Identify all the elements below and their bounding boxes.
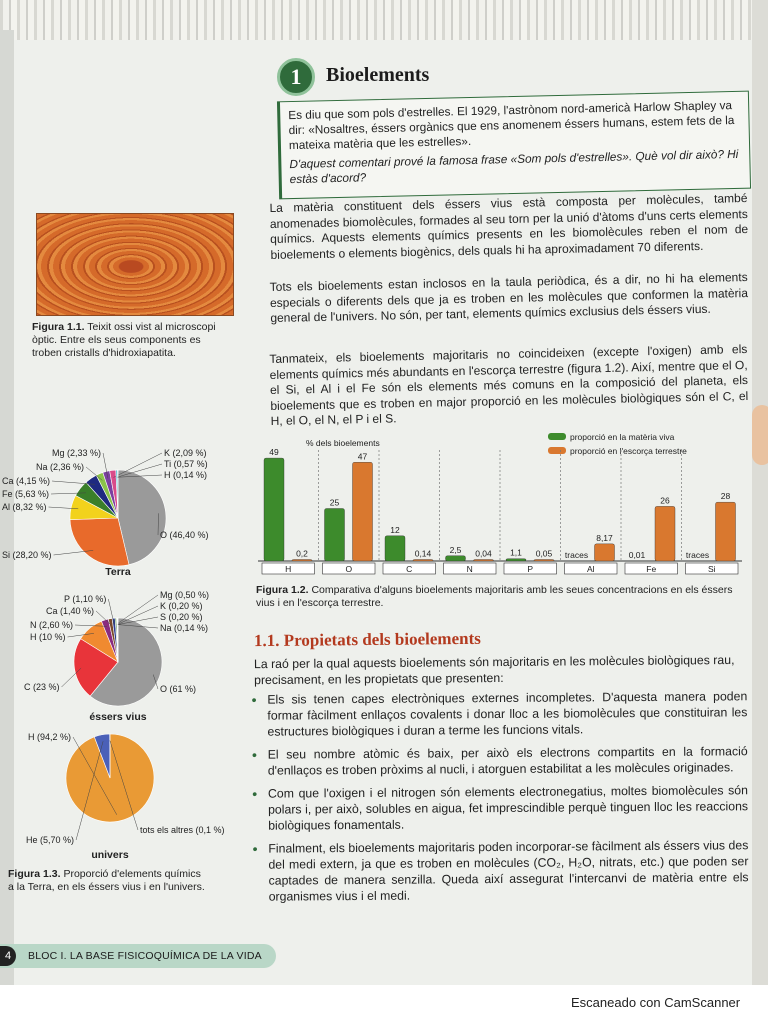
bar bbox=[413, 560, 433, 562]
pie-title: éssers vius bbox=[89, 711, 147, 723]
slice-label: H (0,14 %) bbox=[164, 470, 208, 480]
bone-tissue-photo bbox=[36, 213, 234, 316]
data-label: 8,17 bbox=[596, 532, 613, 543]
data-label: 26 bbox=[660, 495, 670, 506]
pie-2 bbox=[24, 590, 209, 723]
y-axis-label: % dels bioelements bbox=[306, 438, 380, 448]
data-label: 49 bbox=[269, 447, 279, 458]
body-text-2: Tots els bioelements estan inclosos en la taula periòdica, és a dir, no hi ha elements especials o diferents dels que ja es troben en les molècules que conformen la matèria general de l'univers. No són, per tant, elements químics exclusius dels éssers vius. bbox=[269, 269, 749, 326]
slice-label: H (10 %) bbox=[30, 632, 66, 642]
bar bbox=[264, 458, 284, 561]
properties-intro: La raó per la qual aquests bioelements són majoritaris en les molècules biològiques rau, precisament, en les propietats que presenten: bbox=[253, 652, 735, 688]
data-label: 0,01 bbox=[628, 550, 646, 560]
slice-label: Ti (0,57 %) bbox=[164, 459, 208, 469]
bar bbox=[716, 502, 736, 561]
slice-label: O (61 %) bbox=[160, 684, 197, 694]
bioelements-bar-chart bbox=[252, 428, 750, 586]
data-label: 0,04 bbox=[475, 548, 492, 559]
category-label: Si bbox=[707, 564, 716, 574]
scan-top-edge bbox=[0, 0, 768, 40]
legend-label: proporció en l'escorça terrestre bbox=[570, 446, 687, 456]
page-number: 4 bbox=[0, 946, 16, 966]
data-label: 2,5 bbox=[449, 544, 462, 555]
leader-line bbox=[116, 595, 158, 625]
intro-question: D'aquest comentari prové la famosa frase «Som pols d'estrelles». Què vol dir això? Hi estàs d'acord? bbox=[289, 146, 739, 187]
caption-label: Figura 1.1. bbox=[32, 321, 85, 333]
category-label: Al bbox=[586, 564, 595, 574]
pie-title: Terra bbox=[105, 566, 131, 578]
slice-label: K (2,09 %) bbox=[164, 448, 207, 458]
slice-label: Mg (0,50 %) bbox=[160, 590, 210, 600]
slice-label: Na (0,14 %) bbox=[160, 623, 209, 633]
legend-swatch bbox=[548, 447, 566, 454]
slice-label: He (5,70 %) bbox=[26, 835, 75, 845]
pie-charts bbox=[0, 440, 245, 870]
slice-label: Al (8,32 %) bbox=[2, 502, 47, 512]
slice-label: Fe (5,63 %) bbox=[2, 489, 50, 499]
footer-text: BLOC I. LA BASE FISICOQUÍMICA DE LA VIDA bbox=[28, 950, 262, 962]
data-label: 0,2 bbox=[296, 548, 308, 559]
list-item: ● Finalment, els bioelements majoritaris poden incorporar-se fàcilment als éssers vius des del medi extern, ja que es troben en molècules (CO₂, H₂O, nitrats, etc.) que poden ser captades de manera senzilla. Queda així assegurat l'intercanvi de matèria entre els organismes vius i el medi. bbox=[250, 837, 748, 904]
legend-label: proporció en la matèria viva bbox=[570, 432, 675, 442]
caption-label: Figura 1.3. bbox=[8, 868, 61, 880]
caption-text: Comparativa d'alguns bioelements majoritaris amb les seues concentracions en els éssers vius i en l'escorça terrestre. bbox=[256, 584, 733, 609]
data-label: 47 bbox=[357, 451, 368, 462]
slice-label: Na (2,36 %) bbox=[36, 462, 85, 472]
slice-label: N (2,60 %) bbox=[30, 620, 74, 630]
data-label: 0,05 bbox=[535, 548, 553, 559]
bar bbox=[506, 559, 526, 561]
data-label: 0,14 bbox=[414, 548, 432, 559]
figure-1-1-caption bbox=[32, 321, 232, 360]
section-number-badge: 1 bbox=[277, 58, 315, 96]
bar bbox=[655, 506, 675, 561]
pie-1 bbox=[2, 448, 209, 578]
bar bbox=[353, 462, 373, 561]
figure-1-2-caption bbox=[256, 584, 746, 610]
leader-line bbox=[114, 453, 162, 477]
category-label: P bbox=[527, 564, 534, 574]
category-label: H bbox=[285, 564, 292, 574]
slice-label: Ca (1,40 %) bbox=[46, 606, 95, 616]
data-label: 12 bbox=[390, 524, 400, 535]
scan-right-edge bbox=[752, 0, 768, 985]
intro-box bbox=[277, 91, 751, 200]
bar bbox=[446, 556, 466, 561]
intro-text: Es diu que som pols d'estrelles. El 1929, l'astrònom nord-americà Harlow Shapley va dir: «Nosaltres, éssers orgànics que ens anomenem éssers humans, estem fets de la mateixa matèria que les estrelles». bbox=[288, 98, 735, 153]
bar bbox=[292, 560, 312, 562]
body-paragraph-2 bbox=[270, 270, 749, 327]
data-label: 25 bbox=[329, 497, 340, 508]
slice-label: K (0,20 %) bbox=[160, 601, 203, 611]
slice-label: S (0,20 %) bbox=[160, 612, 203, 622]
slice-label: H (94,2 %) bbox=[28, 732, 72, 742]
slice-label: Si (28,20 %) bbox=[2, 550, 52, 560]
body-paragraph-1 bbox=[269, 191, 748, 263]
data-label: traces bbox=[564, 550, 589, 560]
figure-1-3-caption bbox=[8, 868, 208, 894]
slice-label: tots els altres (0,1 %) bbox=[140, 825, 225, 835]
slice-label: Mg (2,33 %) bbox=[52, 448, 102, 458]
leader-line bbox=[117, 606, 158, 625]
bar bbox=[474, 560, 494, 562]
slice-label: C (23 %) bbox=[24, 682, 60, 692]
category-label: C bbox=[406, 564, 413, 574]
legend-swatch bbox=[548, 433, 566, 440]
scanner-watermark: Escaneado con CamScanner bbox=[571, 995, 741, 1010]
bar bbox=[534, 560, 554, 562]
data-label: 28 bbox=[720, 491, 731, 502]
list-item: ● Com que l'oxigen i el nitrogen són elements electronegatius, moltes biomolècules són polars i, per això, solubles en aigua, fet imprescindible perquè tinguen lloc les reaccions biològiques fonamentals. bbox=[250, 782, 748, 833]
caption-text: Teixit ossi vist al microscopi òptic. Entre els seus components es troben cristalls d'hidroxiapatita. bbox=[32, 321, 216, 359]
finger-tip bbox=[752, 405, 768, 465]
caption-label: Figura 1.2. bbox=[256, 584, 309, 596]
slice-label: Ca (4,15 %) bbox=[2, 476, 51, 486]
category-label: Fe bbox=[646, 564, 657, 574]
bar bbox=[385, 536, 405, 561]
data-label: traces bbox=[685, 550, 710, 560]
properties-list bbox=[249, 688, 749, 911]
bar bbox=[595, 544, 615, 561]
data-label: 1,1 bbox=[510, 547, 522, 558]
section-title: Bioelements bbox=[326, 64, 430, 86]
slice-label: O (46,40 %) bbox=[160, 530, 209, 540]
slice-label: P (1,10 %) bbox=[64, 594, 107, 604]
subsection-title: 1.1. Propietats dels bioelements bbox=[253, 628, 481, 651]
list-item: ● El seu nombre atòmic és baix, per això els electrons compartits en la formació d'enllaços es troben pròxims al nucli, i atorguen estabilitat a les molècules originades. bbox=[250, 743, 748, 778]
pie-3 bbox=[26, 732, 225, 861]
category-label: N bbox=[466, 564, 473, 574]
caption-text: Proporció d'elements químics a la Terra, en els éssers vius i en l'univers. bbox=[8, 868, 205, 893]
pie-title: univers bbox=[91, 849, 129, 861]
body-text-1: La matèria constituent dels éssers vius està composta per molècules, també anomenades biomolècules, formades al seu torn per la unió d'àtoms d'uns certs elements químics. Aquests elements químics presents en les biomolècules reben el nom de bioelements o elements biogènics, dels quals hi ha aproximadament 70 diferents. bbox=[269, 191, 749, 262]
category-label: O bbox=[345, 564, 353, 574]
body-text-3: Tanmateix, els bioelements majoritaris no coincideixen (excepte l'oxigen) amb els elements químics més abundants en l'escorça terrestre (figura 1.2). Així, mentre que el O, el Si, el Al i el Fe són els elements més comuns en la composició del planeta, els bioelements que es troben en major proporció en les molècules biològiques són el C, el H, el O, el N, el P i el S. bbox=[269, 342, 749, 428]
list-item: ● Els sis tenen capes electròniques externes incompletes. D'aquesta manera poden formar fàcilment enllaços covalents i donar lloc a les biomolècules que constituiran les estructures biològiques i duran a terme les funcions vitals. bbox=[249, 688, 747, 739]
bar bbox=[325, 509, 345, 562]
body-paragraph-3 bbox=[269, 342, 749, 429]
